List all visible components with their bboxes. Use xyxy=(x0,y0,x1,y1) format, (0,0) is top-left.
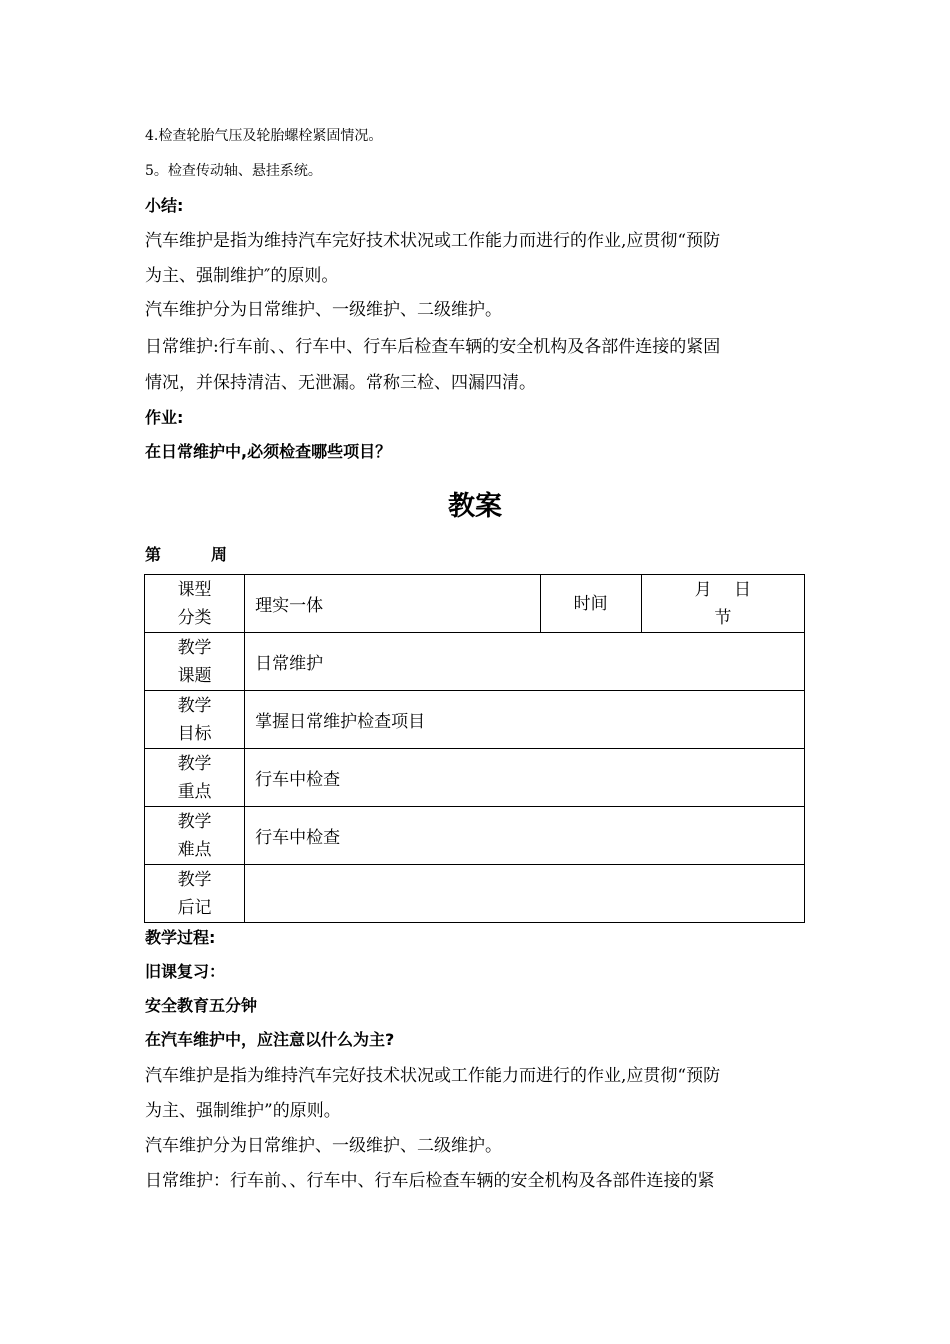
week-label-second: 周 xyxy=(211,545,228,564)
lesson-plan-title: 教案 xyxy=(448,491,502,522)
time-value-cell xyxy=(641,575,804,633)
row-label xyxy=(145,691,245,749)
row-label-line2: 目标 xyxy=(177,723,212,744)
row-label-line1: 教学 xyxy=(177,753,212,774)
homework-heading: 作业: xyxy=(145,408,184,427)
row-label-line1: 教学 xyxy=(177,811,212,832)
table-row xyxy=(145,575,805,633)
week-label xyxy=(145,542,227,565)
table-row xyxy=(145,807,805,865)
type-label-line2: 分类 xyxy=(177,607,212,628)
process-question: 在汽车维护中，应注意以什么为主? xyxy=(145,1030,395,1049)
process-heading: 教学过程: xyxy=(145,928,216,947)
row-value xyxy=(245,865,805,923)
row-label-line2: 课题 xyxy=(177,665,212,686)
type-value: 理实一体 xyxy=(245,575,540,633)
summary-line: 汽车维护分为日常维护、一级维护、二级维护。 xyxy=(145,300,502,320)
table-row xyxy=(145,691,805,749)
type-label-cell xyxy=(145,575,245,633)
week-label-first: 第 xyxy=(145,545,162,564)
row-label xyxy=(145,865,245,923)
homework-question: 在日常维护中,必须检查哪些项目？ xyxy=(145,442,392,461)
process-line: 日常维护：行车前、、行车中、行车后检查车辆的安全机构及各部件连接的紧 xyxy=(145,1171,715,1191)
row-label-line2: 后记 xyxy=(177,897,212,918)
time-value-line1: 月 日 xyxy=(694,579,752,600)
row-value: 行车中检查 xyxy=(245,749,805,807)
row-label xyxy=(145,807,245,865)
row-value: 掌握日常维护检查项目 xyxy=(245,691,805,749)
summary-line: 日常维护:行车前、、行车中、行车后检查车辆的安全机构及各部件连接的紧固 xyxy=(145,337,721,357)
row-value: 日常维护 xyxy=(245,633,805,691)
row-label-line2: 难点 xyxy=(177,839,212,860)
summary-line: 为主、强制维护″的原则。 xyxy=(145,266,339,286)
row-label-line1: 教学 xyxy=(177,637,212,658)
row-value: 行车中检查 xyxy=(245,807,805,865)
time-value-line2: 节 xyxy=(714,607,732,628)
lesson-plan-table xyxy=(144,574,805,923)
process-line: 汽车维护分为日常维护、一级维护、二级维护。 xyxy=(145,1136,502,1156)
summary-line: 汽车维护是指为维持汽车完好技术状况或工作能力而进行的作业,应贯彻“预防 xyxy=(145,231,721,251)
type-label-line1: 课型 xyxy=(177,579,212,600)
row-label-line1: 教学 xyxy=(177,869,212,890)
summary-line: 情况，并保持清洁、无泄漏。常称三检、四漏四清。 xyxy=(145,373,536,393)
row-label-line2: 重点 xyxy=(177,781,212,802)
summary-heading: 小结: xyxy=(145,196,184,215)
table-row xyxy=(145,633,805,691)
table-row xyxy=(145,749,805,807)
process-line: 为主、强制维护”的原则。 xyxy=(145,1101,341,1121)
process-line: 汽车维护是指为维持汽车完好技术状况或工作能力而进行的作业,应贯彻“预防 xyxy=(145,1066,721,1086)
top-item-4: 4.检查轮胎气压及轮胎螺栓紧固情况。 xyxy=(145,128,383,144)
row-label-line1: 教学 xyxy=(177,695,212,716)
safety-heading: 安全教育五分钟 xyxy=(145,996,258,1015)
top-item-5: 5。检查传动轴、悬挂系统。 xyxy=(145,163,322,179)
review-heading: 旧课复习： xyxy=(145,962,226,981)
row-label xyxy=(145,633,245,691)
time-label: 时间 xyxy=(540,575,641,633)
table-row xyxy=(145,865,805,923)
row-label xyxy=(145,749,245,807)
